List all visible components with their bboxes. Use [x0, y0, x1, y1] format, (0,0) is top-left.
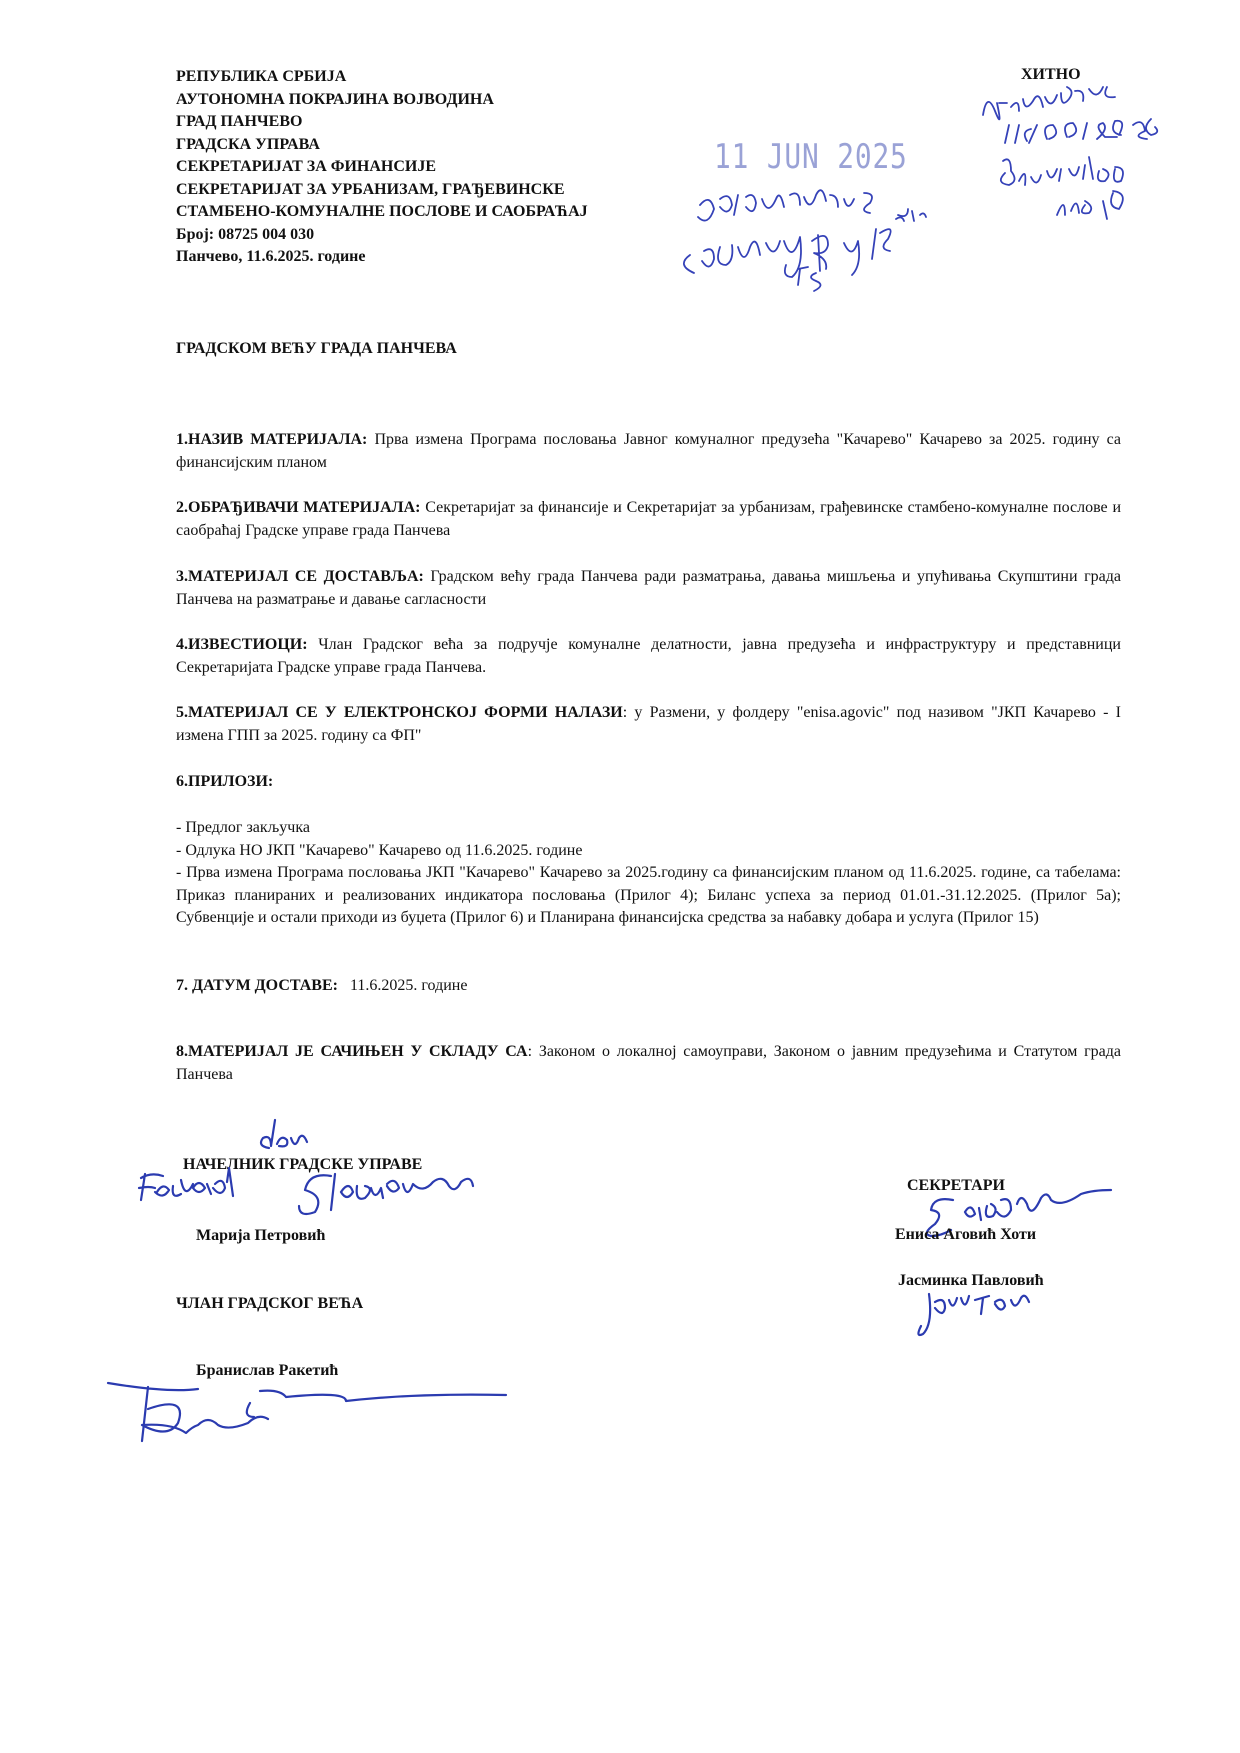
delivery-date-value: 11.6.2025. године	[349, 977, 468, 994]
header-line: СЕКРЕТАРИЈАТ ЗА УРБАНИЗАМ, ГРАЂЕВИНСКЕ	[176, 180, 565, 198]
document-number: Број: 08725 004 030	[176, 225, 315, 243]
header-line: ГРАДСКА УПРАВА	[176, 135, 320, 153]
attachments-list	[176, 817, 1121, 930]
receipt-date-stamp: 11 JUN 2025	[714, 137, 908, 177]
section-delivery-date	[176, 975, 1121, 998]
section-attachments-heading	[176, 771, 1121, 794]
council-signature	[100, 1375, 520, 1455]
section-prepared-by	[176, 497, 1121, 542]
list-item: - Предлог закључка	[176, 819, 310, 836]
section-label: 2.ОБРАЂИВАЧИ МАТЕРИЈАЛА:	[176, 499, 421, 516]
section-text: Прва измена Програма пословања Јавног комуналног предузећа "Качарево" Качарево за 2025. годину са финансијским планом	[176, 431, 1121, 471]
header-line: СТАМБЕНО-КОМУНАЛНЕ ПОСЛОВЕ И САОБРАЋАЈ	[176, 203, 588, 220]
section-label: 6.ПРИЛОЗИ:	[176, 773, 274, 790]
section-label: 7. ДАТУМ ДОСТАВЕ:	[176, 977, 338, 994]
section-label: 4.ИЗВЕСТИОЦИ:	[176, 636, 308, 653]
section-text: Члан Градског већа за подручје комуналне делатности, јавна предузећа и инфраструктуру и представници Секретаријата Градске управе града Панчева.	[176, 636, 1121, 676]
urgent-label: ХИТНО	[1021, 66, 1081, 83]
head-title: НАЧЕЛНИК ГРАДСКЕ УПРАВЕ	[183, 1156, 423, 1173]
section-text: Секретаријат за финансије и Секретаријат за урбанизам, грађевинске стамбено-комуналне послове и саобраћај Градске управе града Панчева	[176, 499, 1121, 539]
header-line: АУТОНОМНА ПОКРАЈИНА ВОЈВОДИНА	[176, 90, 494, 108]
council-title: ЧЛАН ГРАДСКОГ ВЕЋА	[176, 1295, 364, 1312]
head-signature	[135, 1168, 505, 1228]
section-text: Градском већу града Панчева ради разматрања, давања мишљења и упућивања Скупштини града Панчева на разматрање и давање сагласности	[176, 568, 1122, 608]
section-label: 5.МАТЕРИЈАЛ СЕ У ЕЛЕКТРОНСКОЈ ФОРМИ НАЛАЗИ	[176, 704, 623, 721]
secretaries-title: СЕКРЕТАРИ	[907, 1177, 1005, 1194]
head-name: Марија Петровић	[196, 1227, 326, 1244]
section-label: 8.МАТЕРИЈАЛ ЈЕ САЧИЊЕН У СКЛАДУ СА	[176, 1043, 528, 1060]
section-label: 1.НАЗИВ МАТЕРИЈАЛА:	[176, 431, 368, 448]
secretary-2-signature	[915, 1290, 1065, 1350]
addressee: ГРАДСКОМ ВЕЋУ ГРАДА ПАНЧЕВА	[176, 340, 457, 357]
section-submitted-to	[176, 566, 1121, 611]
list-item: - Прва измена Програма пословања ЈКП "Качарево" Качарево за 2025.годину са финансијским планом од 11.6.2025. године, са табелама: Приказ планираних и реализованих индикатора пословања (Прилог 4); Биланс успеха за период 01.01.-31.12.2025. (Прилог 5а); Субвенције и остали приходи из буџета (Прилог 6) и Планирана финансијска средства за набавку добара и услуга (Прилог 15)	[176, 864, 1121, 926]
secretary-2-name: Јасминка Павловић	[898, 1272, 1044, 1289]
section-label: 3.МАТЕРИЈАЛ СЕ ДОСТАВЉА:	[176, 568, 424, 585]
header-line: РЕПУБЛИКА СРБИЈА	[176, 68, 347, 85]
list-item: - Одлука НО ЈКП "Качарево" Качарево од 11.6.2025. године	[176, 841, 583, 859]
section-rapporteurs	[176, 634, 1121, 679]
handwritten-delivery-note	[680, 185, 1010, 325]
document-date: Панчево, 11.6.2025. године	[176, 248, 366, 265]
section-electronic-location	[176, 702, 1121, 747]
council-name: Бранислав Ракетић	[196, 1362, 339, 1379]
secretary-1-name: Ениса Аговић Хоти	[895, 1226, 1037, 1243]
section-compliance	[176, 1041, 1121, 1086]
issuer-header	[176, 66, 588, 269]
handwritten-submission-note	[975, 85, 1195, 235]
header-line: ГРАД ПАНЧЕВО	[176, 113, 303, 130]
section-text: : Законом о локалној самоуправи, Законом о јавним предузећима и Статутом града Панчева	[176, 1043, 1122, 1083]
handwritten-initials	[255, 1118, 315, 1158]
section-text: : у Размени, у фолдеру "enisa.agovic" под називом "ЈКП Качарево - I измена ГПП за 2025. годину са ФП"	[176, 704, 1121, 744]
header-line: СЕКРЕТАРИЈАТ ЗА ФИНАНСИЈЕ	[176, 158, 437, 175]
section-material-title	[176, 429, 1121, 474]
